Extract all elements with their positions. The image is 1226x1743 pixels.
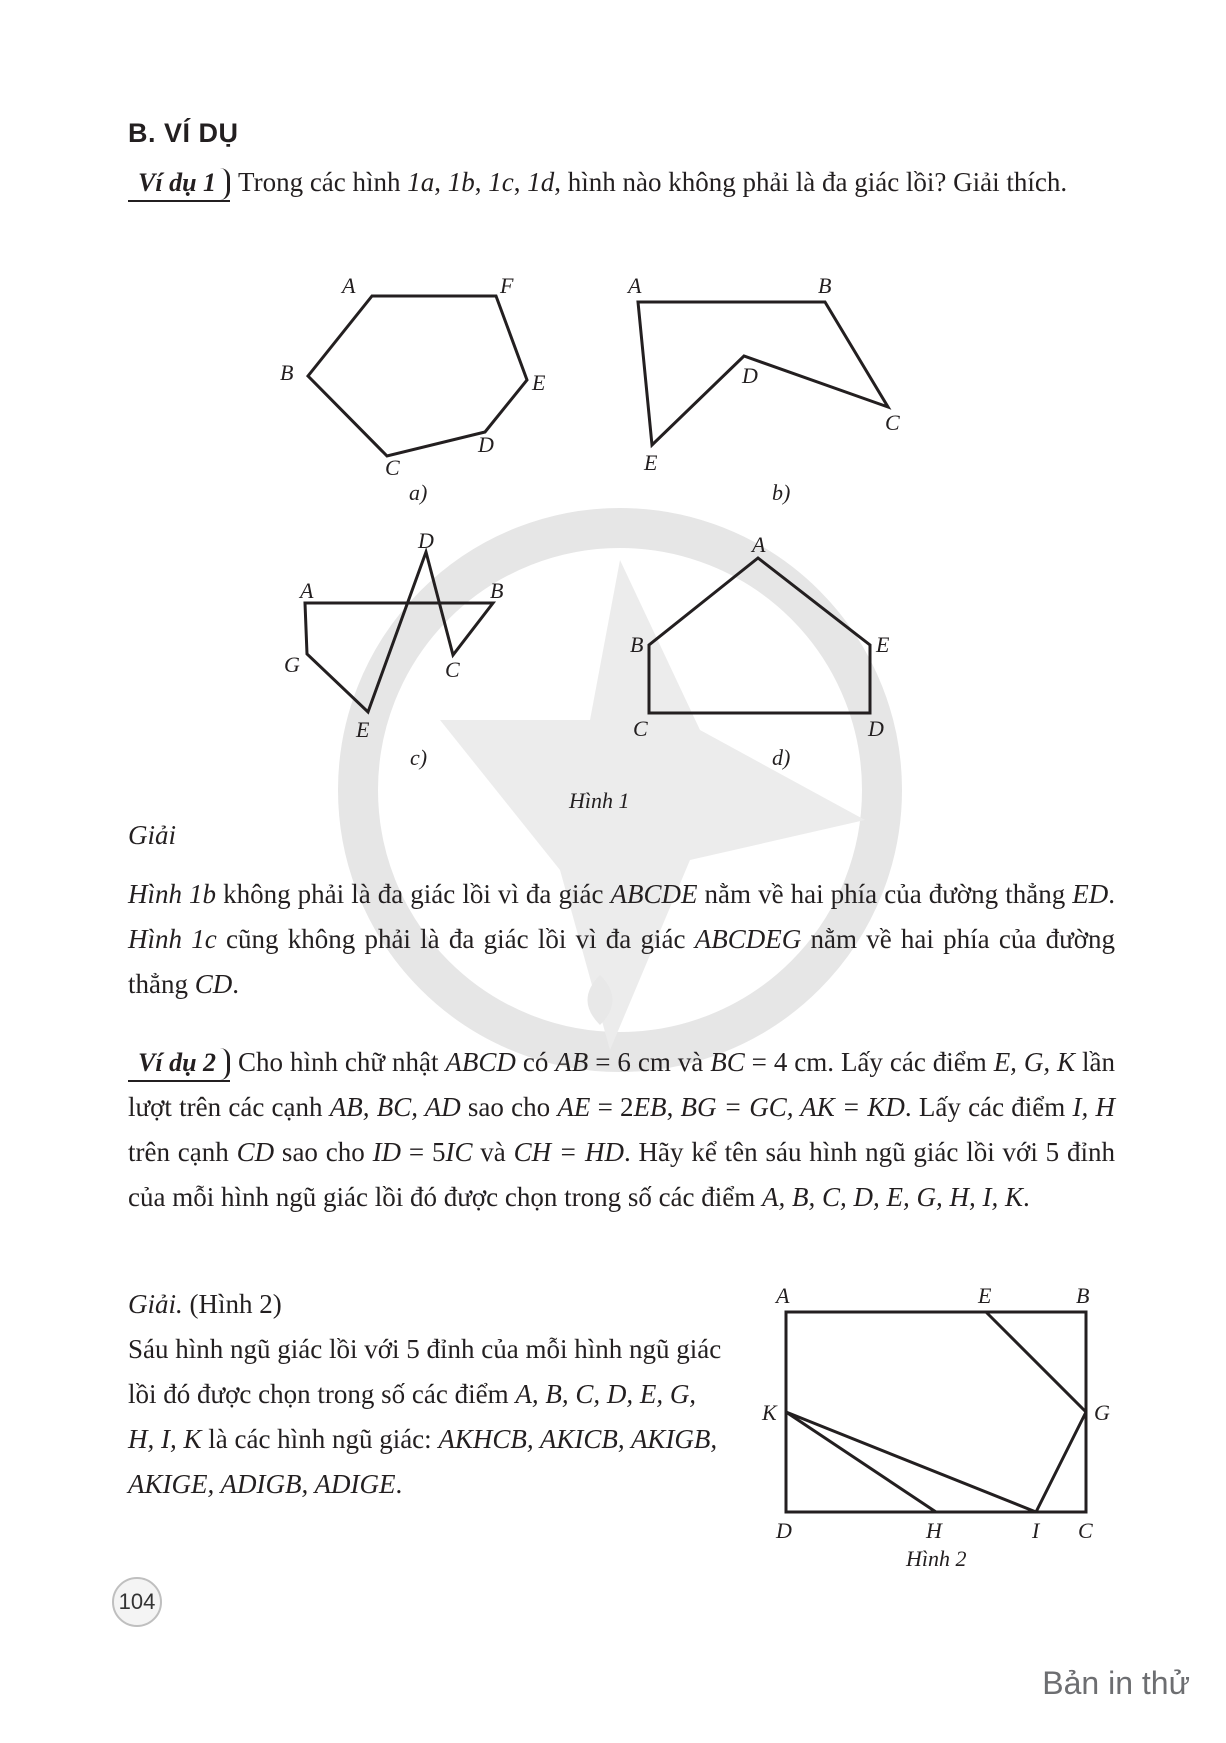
label-1d-C: C (633, 716, 648, 741)
label-2-A: A (776, 1283, 790, 1308)
caption-1b: b) (772, 480, 791, 505)
example-1-question: Ví dụ 1 Trong các hình 1a, 1b, 1c, 1d, hình nào không phải là đa giác lồi? Giải thích. (128, 160, 1115, 205)
label-2-B: B (1076, 1283, 1090, 1308)
label-1a-F: F (500, 273, 514, 298)
label-1b-E: E (644, 450, 658, 475)
solution-2-text: Sáu hình ngũ giác lồi với 5 đỉnh của mỗi hình ngũ giác lồi đó được chọn trong số các điểm A, B, C, D, E, G, H, I, K là các hình ngũ giác: AKHCB, AKICB, AKIGB, AKIGE, ADIGB, ADIGE. (128, 1334, 722, 1499)
rectangle-abcd (786, 1312, 1086, 1512)
page-number: 104 (112, 1577, 162, 1627)
solution-1-label: Giải (128, 820, 177, 850)
label-2-D: D (776, 1518, 792, 1543)
caption-1d: d) (772, 745, 791, 770)
label-1c-D: D (418, 528, 434, 553)
label-1a-C: C (385, 455, 400, 480)
label-1d-E: E (876, 632, 890, 657)
label-1d-D: D (868, 716, 884, 741)
section-title: B. VÍ DỤ (128, 118, 239, 148)
label-1b-A: A (628, 273, 642, 298)
label-2-K: K (762, 1400, 777, 1425)
label-2-C: C (1078, 1518, 1093, 1543)
segment-gi (1036, 1412, 1086, 1512)
label-1c-C: C (445, 657, 460, 682)
solution-2-label: Giải. (Hình 2) (128, 1289, 282, 1319)
label-1a-D: D (478, 432, 494, 457)
figure-2-caption: Hình 2 (906, 1546, 967, 1571)
figure-1-caption: Hình 1 (569, 788, 630, 813)
label-1a-A: A (342, 273, 356, 298)
label-2-E: E (978, 1283, 992, 1308)
label-1d-A: A (752, 532, 766, 557)
label-1c-B: B (490, 578, 504, 603)
example-2-tag: Ví dụ 2 (128, 1046, 230, 1082)
label-1d-B: B (630, 632, 644, 657)
label-1c-A: A (300, 578, 314, 603)
example-2-question: Ví dụ 2 Cho hình chữ nhật ABCD có AB = 6 cm và BC = 4 cm. Lấy các điểm E, G, K lần lượt trên các cạnh AB, BC, AD sao cho AE = 2EB, BG = GC, AK = KD. Lấy các điểm I, H trên cạnh CD sao cho ID = 5IC và CH = HD. Hãy kể tên sáu hình ngũ giác lồi với 5 đỉnh của mỗi hình ngũ giác lồi đó được chọn trong số các điểm A, B, C, D, E, G, H, I, K. (128, 1047, 1116, 1212)
caption-1c: c) (410, 745, 428, 770)
label-1a-E: E (532, 370, 546, 395)
label-1b-B: B (818, 273, 832, 298)
solution-1-text: Hình 1b không phải là đa giác lồi vì đa giác ABCDE nằm về hai phía của đường thẳng ED. Hình 1c cũng không phải là đa giác lồi vì đa giác ABCDEG nằm về hai phía của đường thẳng CD. (128, 879, 1115, 999)
label-2-G: G (1094, 1400, 1110, 1425)
label-1c-E: E (356, 717, 370, 742)
label-2-I: I (1032, 1518, 1040, 1543)
label-1b-D: D (742, 363, 758, 388)
label-1a-B: B (280, 360, 294, 385)
caption-1a: a) (409, 480, 428, 505)
example-1-tag: Ví dụ 1 (128, 166, 230, 202)
label-1c-G: G (284, 652, 300, 677)
draft-label: Bản in thử (1042, 1665, 1190, 1701)
label-1b-C: C (885, 410, 900, 435)
label-2-H: H (926, 1518, 942, 1543)
segment-eg (986, 1312, 1086, 1412)
